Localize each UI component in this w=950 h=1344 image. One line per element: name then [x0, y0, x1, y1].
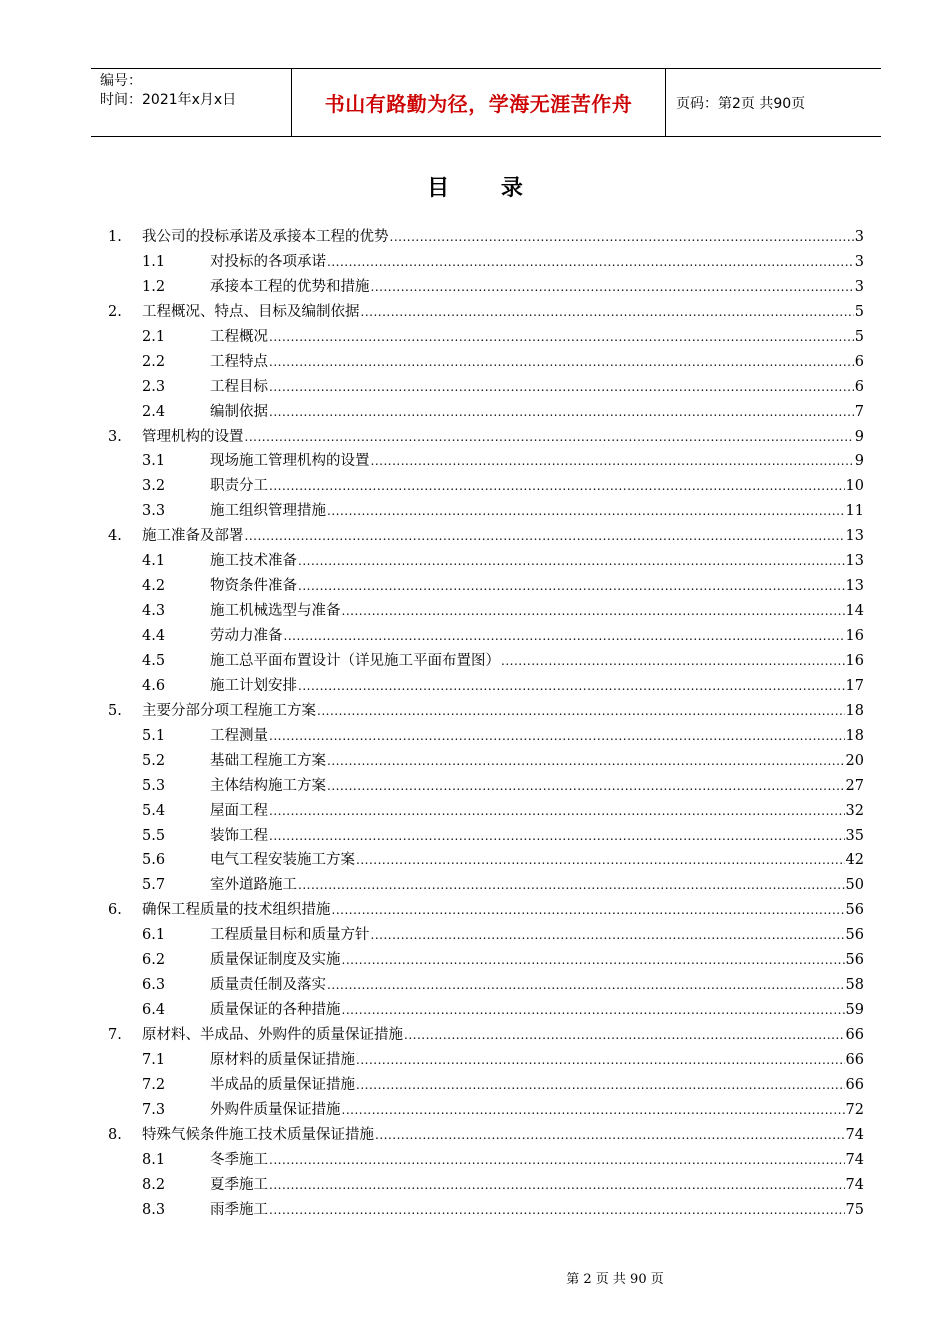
- toc-entry[interactable]: [108, 524, 864, 549]
- toc-entry[interactable]: [108, 375, 864, 400]
- toc-entry-number: 5.6: [142, 852, 166, 869]
- toc-entry-title: 工程概况: [210, 328, 268, 345]
- toc-entry-page: 16: [845, 628, 864, 644]
- toc-entry-number: 2.2: [142, 353, 166, 370]
- toc-entry-title: 基础工程施工方案: [210, 752, 326, 769]
- toc-entry-number: 7.: [108, 1027, 122, 1043]
- toc-entry-title: 冬季施工: [210, 1151, 268, 1168]
- number-label: 编号：: [100, 73, 142, 89]
- toc-entry[interactable]: [108, 873, 864, 898]
- toc-entry[interactable]: [108, 474, 864, 499]
- toc-entry-page: 74: [845, 1176, 864, 1193]
- toc-entry-title: 特殊气候条件施工技术质量保证措施: [142, 1126, 374, 1143]
- toc-dot-leader: [269, 824, 845, 849]
- toc-entry-number: 3.1: [142, 453, 166, 470]
- toc-dot-leader: [269, 1148, 845, 1173]
- toc-entry-number: 2.3: [142, 378, 166, 395]
- toc-entry[interactable]: [108, 574, 864, 599]
- toc-entry[interactable]: [108, 325, 864, 350]
- time-label: 时间：2021年x月x日: [100, 92, 237, 108]
- toc-entry[interactable]: [108, 649, 864, 674]
- toc-entry-page: 56: [845, 952, 864, 969]
- toc-entry-page: 18: [845, 727, 864, 744]
- toc-entry[interactable]: [108, 1098, 864, 1123]
- toc-dot-leader: [269, 350, 854, 375]
- toc-entry-page: 3: [854, 229, 864, 245]
- toc-entry-number: 1.2: [142, 278, 166, 295]
- toc-entry-number: 3.3: [142, 503, 166, 520]
- toc-entry-page: 13: [845, 578, 864, 595]
- toc-entry-title: 装饰工程: [210, 827, 268, 844]
- toc-dot-leader: [269, 400, 854, 425]
- toc-dot-leader: [356, 1048, 845, 1073]
- toc-entry-page: 59: [845, 1002, 864, 1019]
- toc-entry-number: 5.5: [142, 827, 166, 844]
- toc-dot-leader: [404, 1023, 845, 1048]
- toc-entry[interactable]: [108, 449, 864, 474]
- toc-entry-title: 半成品的质量保证措施: [210, 1076, 355, 1093]
- toc-entry-title: 编制依据: [210, 403, 268, 420]
- toc-dot-leader: [371, 275, 854, 300]
- toc-entry-page: 6: [854, 378, 864, 395]
- toc-entry-title: 主体结构施工方案: [210, 777, 326, 794]
- toc-dot-leader: [298, 674, 845, 699]
- toc-entry-title: 管理机构的设置: [142, 428, 244, 445]
- toc-dot-leader: [332, 898, 845, 923]
- toc-entry[interactable]: [108, 1198, 864, 1223]
- toc-entry[interactable]: [108, 898, 864, 923]
- toc-entry-number: 4.5: [142, 652, 166, 669]
- toc-entry-number: 5.7: [142, 877, 166, 894]
- toc-entry-page: 56: [845, 927, 864, 944]
- toc-entry-number: 1.: [108, 229, 122, 245]
- toc-entry[interactable]: [108, 300, 864, 325]
- toc-dot-leader: [269, 799, 845, 824]
- toc-entry-number: 2.1: [142, 328, 166, 345]
- toc-entry-number: 4.4: [142, 628, 166, 644]
- toc-entry[interactable]: [108, 1048, 864, 1073]
- toc-entry-number: 7.3: [142, 1101, 166, 1118]
- toc-entry-page: 72: [845, 1101, 864, 1118]
- toc-entry-page: 13: [845, 528, 864, 545]
- toc-entry-title: 原材料、半成品、外购件的质量保证措施: [142, 1027, 403, 1043]
- toc-entry[interactable]: [108, 749, 864, 774]
- toc-entry-number: 7.2: [142, 1076, 166, 1093]
- toc-entry[interactable]: [108, 1148, 864, 1173]
- toc-dot-leader: [356, 848, 845, 873]
- page-title: 目 录: [427, 176, 545, 201]
- toc-entry-page: 74: [845, 1151, 864, 1168]
- toc-dot-leader: [269, 724, 845, 749]
- toc-entry-title: 施工机械选型与准备: [210, 603, 341, 620]
- toc-entry[interactable]: [108, 400, 864, 425]
- toc-entry-title: 主要分部分项工程施工方案: [142, 702, 316, 719]
- toc-dot-leader: [501, 649, 845, 674]
- toc-entry[interactable]: [108, 425, 864, 450]
- toc-entry-title: 施工准备及部署: [142, 528, 244, 545]
- toc-dot-leader: [284, 624, 845, 649]
- toc-entry[interactable]: [108, 1123, 864, 1148]
- toc-dot-leader: [245, 425, 854, 450]
- toc-dot-leader: [269, 1173, 845, 1198]
- toc-entry-title: 电气工程安装施工方案: [210, 852, 355, 869]
- toc-entry-number: 4.2: [142, 578, 166, 595]
- toc-entry-page: 9: [854, 453, 864, 470]
- toc-entry-title: 我公司的投标承诺及承接本工程的优势: [142, 229, 389, 245]
- toc-entry-title: 工程概况、特点、目标及编制依据: [142, 303, 360, 320]
- toc-dot-leader: [327, 973, 845, 998]
- toc-entry-page: 10: [845, 478, 864, 495]
- toc-entry-number: 5.: [108, 702, 122, 719]
- toc-entry-title: 外购件质量保证措施: [210, 1101, 341, 1118]
- toc-entry-page: 74: [845, 1126, 864, 1143]
- toc-entry[interactable]: [108, 674, 864, 699]
- toc-entry[interactable]: [108, 774, 864, 799]
- toc-entry-title: 雨季施工: [210, 1201, 268, 1218]
- toc-entry-page: 66: [845, 1051, 864, 1068]
- toc-entry-title: 确保工程质量的技术组织措施: [142, 902, 331, 919]
- header-page-code: 页码：第2页 共90页: [676, 95, 806, 112]
- toc-dot-leader: [327, 499, 845, 524]
- toc-entry-page: 56: [845, 902, 864, 919]
- toc-entry-title: 施工组织管理措施: [210, 503, 326, 520]
- toc-dot-leader: [342, 948, 845, 973]
- toc-entry[interactable]: [108, 799, 864, 824]
- page-footer: 第 2 页 共 90 页: [566, 1272, 664, 1287]
- toc-entry-number: 4.1: [142, 553, 166, 570]
- toc-entry-page: 50: [845, 877, 864, 894]
- toc-entry-number: 6.2: [142, 952, 166, 969]
- toc-entry-number: 4.3: [142, 603, 166, 620]
- toc-dot-leader: [269, 474, 845, 499]
- toc-dot-leader: [269, 1198, 845, 1223]
- toc-entry-title: 屋面工程: [210, 802, 268, 819]
- toc-entry-title: 物资条件准备: [210, 578, 297, 595]
- toc-dot-leader: [245, 524, 845, 549]
- toc-entry-title: 工程特点: [210, 353, 268, 370]
- toc-entry-page: 20: [845, 752, 864, 769]
- toc-dot-leader: [327, 250, 854, 275]
- toc-dot-leader: [342, 599, 845, 624]
- toc-entry-page: 58: [845, 977, 864, 994]
- toc-entry-number: 7.1: [142, 1051, 166, 1068]
- toc-entry-title: 劳动力准备: [210, 628, 283, 644]
- toc-dot-leader: [342, 998, 845, 1023]
- toc-entry[interactable]: [108, 549, 864, 574]
- toc-entry-page: 11: [845, 503, 864, 520]
- toc-entry-title: 施工技术准备: [210, 553, 297, 570]
- toc-dot-leader: [317, 699, 845, 724]
- toc-entry-page: 17: [845, 677, 864, 694]
- toc-entry[interactable]: [108, 599, 864, 624]
- toc-dot-leader: [327, 774, 845, 799]
- toc-entry-page: 14: [845, 603, 864, 620]
- toc-entry-page: 66: [845, 1076, 864, 1093]
- toc-entry-page: 13: [845, 553, 864, 570]
- header-motto: 书山有路勤为径，学海无涯苦作舟: [292, 69, 666, 136]
- toc-entry-page: 42: [845, 852, 864, 869]
- toc-entry-number: 5.2: [142, 752, 166, 769]
- toc-entry-number: 6.3: [142, 977, 166, 994]
- toc-dot-leader: [269, 375, 854, 400]
- toc-entry-number: 3.: [108, 428, 122, 445]
- toc-entry-number: 6.4: [142, 1002, 166, 1019]
- toc-entry-page: 32: [845, 802, 864, 819]
- toc-entry[interactable]: [108, 973, 864, 998]
- toc-dot-leader: [298, 873, 845, 898]
- toc-entry-page: 5: [854, 328, 864, 345]
- header-info-cell: [91, 69, 292, 136]
- toc-entry-number: 4.6: [142, 677, 166, 694]
- toc-entry-title: 职责分工: [210, 478, 268, 495]
- toc-dot-leader: [375, 1123, 845, 1148]
- toc-entry[interactable]: [108, 225, 864, 250]
- toc-entry-page: 75: [845, 1201, 864, 1218]
- toc-entry[interactable]: [108, 250, 864, 275]
- toc-dot-leader: [371, 449, 854, 474]
- toc-entry-page: 27: [845, 777, 864, 794]
- toc-entry-number: 3.2: [142, 478, 166, 495]
- table-of-contents: [108, 225, 864, 1223]
- toc-entry-page: 3: [854, 253, 864, 270]
- toc-entry[interactable]: [108, 1173, 864, 1198]
- toc-entry-number: 6.1: [142, 927, 166, 944]
- toc-entry-title: 施工计划安排: [210, 677, 297, 694]
- toc-entry[interactable]: [108, 724, 864, 749]
- toc-entry[interactable]: [108, 998, 864, 1023]
- toc-entry[interactable]: [108, 848, 864, 873]
- toc-entry-title: 工程质量目标和质量方针: [210, 927, 370, 944]
- toc-entry[interactable]: [108, 624, 864, 649]
- toc-dot-leader: [356, 1073, 845, 1098]
- toc-entry[interactable]: [108, 499, 864, 524]
- toc-entry-number: 2.: [108, 303, 122, 320]
- toc-dot-leader: [298, 574, 845, 599]
- toc-entry-number: 1.1: [142, 253, 166, 270]
- toc-entry-page: 35: [845, 827, 864, 844]
- toc-entry-title: 对投标的各项承诺: [210, 253, 326, 270]
- toc-entry-number: 8.: [108, 1126, 122, 1143]
- toc-entry-number: 8.3: [142, 1201, 166, 1218]
- toc-entry-title: 工程测量: [210, 727, 268, 744]
- toc-dot-leader: [342, 1098, 845, 1123]
- toc-dot-leader: [327, 749, 845, 774]
- toc-dot-leader: [390, 225, 854, 250]
- toc-dot-leader: [371, 923, 845, 948]
- toc-entry-number: 8.1: [142, 1151, 166, 1168]
- toc-entry-page: 9: [854, 428, 864, 445]
- toc-entry-page: 5: [854, 303, 864, 320]
- toc-entry-number: 5.4: [142, 802, 166, 819]
- toc-entry-title: 质量保证制度及实施: [210, 952, 341, 969]
- toc-entry-title: 承接本工程的优势和措施: [210, 278, 370, 295]
- toc-entry-title: 质量责任制及落实: [210, 977, 326, 994]
- toc-entry-title: 室外道路施工: [210, 877, 297, 894]
- toc-entry-number: 8.2: [142, 1176, 166, 1193]
- toc-entry-page: 6: [854, 353, 864, 370]
- toc-entry-number: 2.4: [142, 403, 166, 420]
- toc-entry[interactable]: [108, 350, 864, 375]
- toc-entry-title: 施工总平面布置设计（详见施工平面布置图）: [210, 652, 500, 669]
- toc-entry-number: 5.1: [142, 727, 166, 744]
- toc-entry-title: 夏季施工: [210, 1176, 268, 1193]
- toc-entry[interactable]: [108, 1073, 864, 1098]
- toc-entry-title: 现场施工管理机构的设置: [210, 453, 370, 470]
- toc-entry[interactable]: [108, 923, 864, 948]
- toc-entry[interactable]: [108, 948, 864, 973]
- toc-entry-number: 5.3: [142, 777, 166, 794]
- toc-entry[interactable]: [108, 824, 864, 849]
- toc-entry-page: 7: [854, 403, 864, 420]
- toc-entry-title: 工程目标: [210, 378, 268, 395]
- toc-entry[interactable]: [108, 1023, 864, 1048]
- toc-entry-page: 16: [845, 652, 864, 669]
- toc-entry-page: 66: [845, 1027, 864, 1043]
- header-table: [91, 68, 881, 137]
- toc-entry[interactable]: [108, 275, 864, 300]
- toc-dot-leader: [298, 549, 845, 574]
- toc-entry-number: 4.: [108, 528, 122, 545]
- toc-entry-number: 6.: [108, 902, 122, 919]
- toc-dot-leader: [361, 300, 854, 325]
- toc-entry[interactable]: [108, 699, 864, 724]
- toc-dot-leader: [269, 325, 854, 350]
- toc-entry-title: 质量保证的各种措施: [210, 1002, 341, 1019]
- toc-entry-page: 3: [854, 278, 864, 295]
- toc-entry-title: 原材料的质量保证措施: [210, 1051, 355, 1068]
- toc-entry-page: 18: [845, 702, 864, 719]
